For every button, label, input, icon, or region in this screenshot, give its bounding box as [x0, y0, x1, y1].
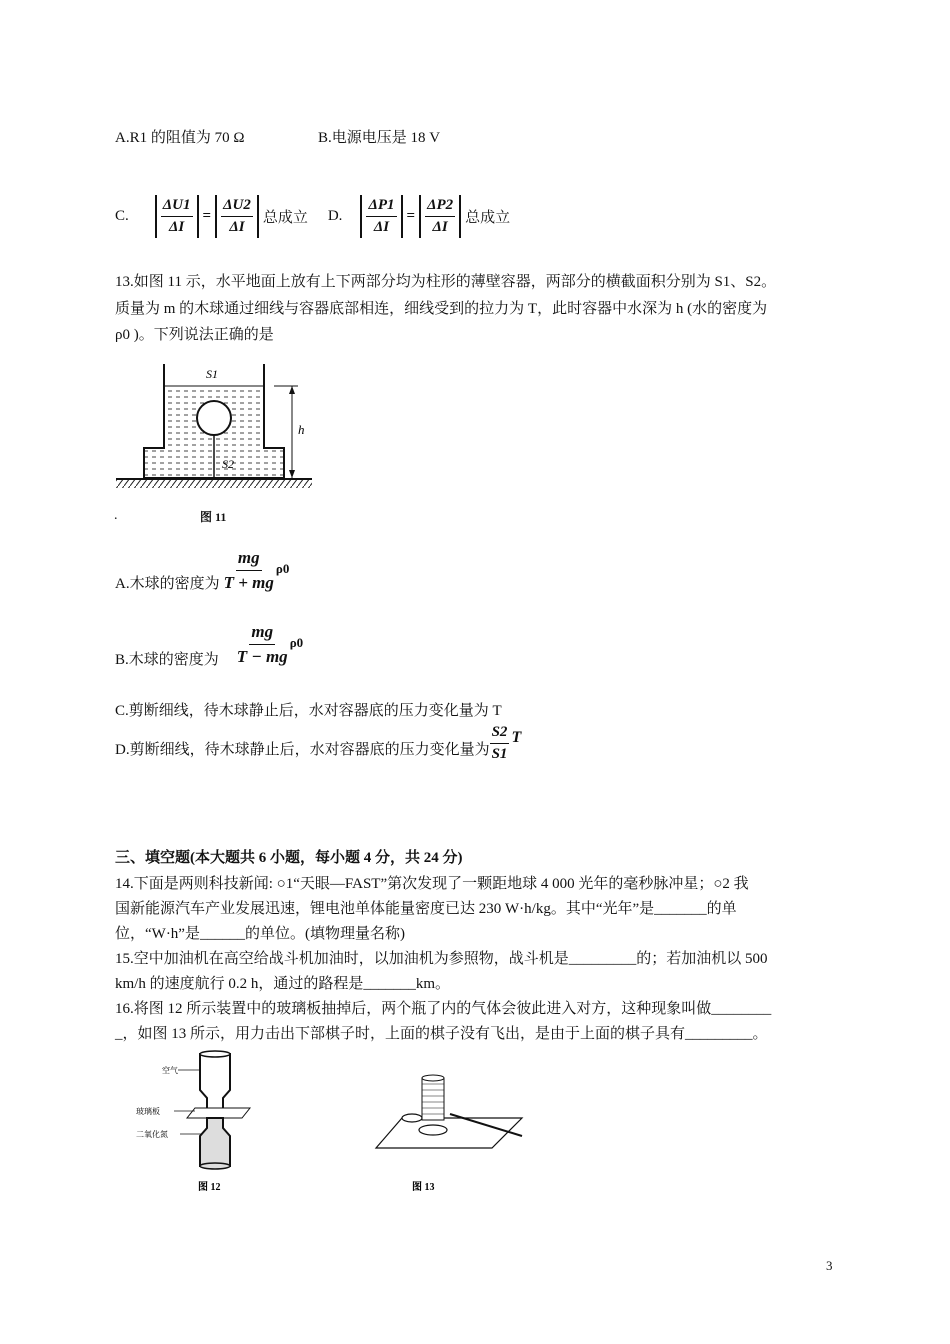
q12-option-c-den1: ΔI	[169, 218, 185, 235]
q12-option-c-abs2	[215, 195, 259, 238]
q13-option-a-rho: ρ0	[275, 560, 290, 576]
figure-13-caption: 图 13	[412, 1182, 435, 1193]
equals-sign: =	[202, 207, 212, 224]
equals-sign: =	[406, 207, 416, 224]
figure-12-label-glass: 玻璃板	[136, 1107, 160, 1116]
q12-option-d-den2: ΔI	[432, 218, 448, 235]
figure-13-chess-pieces	[372, 1068, 532, 1194]
figure-11-container-diagram	[112, 358, 322, 498]
q12-option-c-den2: ΔI	[229, 218, 245, 235]
q13-option-b-fraction	[237, 622, 288, 667]
section-3-heading: 三、填空题(本大题共 6 小题，每小题 4 分，共 24 分)	[115, 850, 463, 866]
q12-option-d-num1: ΔP1	[366, 197, 396, 217]
q12-option-b: B.电源电压是 18 V	[318, 130, 441, 146]
q13-option-a-den: T + mg	[223, 573, 274, 592]
q13-stem-line3: ρ0 )。下列说法正确的是	[115, 327, 274, 343]
q16-line1: 16.将图 12 所示装置中的玻璃板抽掉后，两个瓶了内的气体会彼此进入对方，这种现象叫做________	[115, 1001, 772, 1017]
q13-option-b-rho: ρ0	[289, 634, 304, 650]
figure-11-label-s1: S1	[206, 367, 218, 381]
q13-option-d-T: T	[511, 728, 522, 746]
figure-12-label-air: 空气	[162, 1066, 178, 1075]
q14-line2: 国新能源汽车产业发展迅速，锂电池单体能量密度已达 230 W·h/kg。其中“光年”是_______的单	[115, 901, 737, 917]
q12-option-d-suffix: 总成立	[465, 209, 511, 226]
figure-11-label-h: h	[298, 422, 305, 437]
q13-option-d	[115, 724, 521, 763]
q12-option-d-den1: ΔI	[373, 218, 390, 235]
q13-option-d-fraction	[490, 724, 510, 763]
q12-option-c-prefix: C.	[115, 207, 129, 224]
stray-dot: .	[114, 508, 118, 523]
figure-12-label-no2: 二氧化氮	[136, 1130, 168, 1139]
q13-option-a-num: mg	[236, 548, 262, 571]
q15-line1: 15.空中加油机在高空给战斗机加油时，以加油机为参照物，战斗机是_________的；若加油机以 500	[115, 951, 768, 967]
page-number: 3	[826, 1258, 833, 1273]
q12-option-d-prefix: D.	[327, 207, 343, 224]
figure-11-caption: 图 11	[200, 510, 227, 524]
q12-option-c-num2: ΔU2	[221, 197, 253, 217]
q13-option-a-text: A.木球的密度为	[115, 576, 220, 592]
q12-option-d-frac1	[366, 197, 396, 236]
q13-option-a	[115, 548, 289, 593]
figure-12-diffusion-bottles	[130, 1050, 265, 1195]
q13-option-c: C.剪断细线，待木球静止后，水对容器底的压力变化量为 T	[115, 703, 502, 719]
q14-line3: 位，“W·h”是______的单位。(填物理量名称)	[115, 926, 405, 942]
q12-option-d-frac2	[425, 197, 455, 236]
q13-option-b-num: mg	[249, 622, 275, 645]
q13-option-b-den: T − mg	[236, 647, 288, 666]
q12-option-c-num1: ΔU1	[161, 197, 193, 217]
q12-option-a: A.R1 的阻值为 70 Ω	[115, 130, 245, 146]
q12-option-c-frac1	[161, 197, 193, 236]
q12-option-d-abs2	[419, 195, 461, 238]
figure-11-label-s2: S2	[222, 457, 234, 471]
q13-option-b	[115, 620, 303, 669]
q13-option-b-text: B.木球的密度为	[115, 652, 219, 668]
q13-option-d-text: D.剪断细线，待木球静止后，水对容器底的压力变化量为	[115, 742, 490, 758]
q15-line2: km/h 的速度航行 0.2 h，通过的路程是_______km。	[115, 976, 451, 992]
figure-12-caption: 图 12	[198, 1182, 221, 1193]
q13-option-a-fraction	[224, 548, 274, 593]
q13-stem-line1: 13.如图 11 示，水平地面上放有上下两部分均为柱形的薄壁容器，两部分的横截面积分别为 S1、S2。	[115, 274, 777, 290]
q12-option-d-num2: ΔP2	[425, 197, 455, 217]
q12-option-c-abs1	[155, 195, 199, 238]
q16-line2: _，如图 13 所示，用力击出下部棋子时，上面的棋子没有飞出，是由于上面的棋子具有_________。	[115, 1026, 768, 1042]
q12-option-d-abs1	[360, 195, 402, 238]
q13-option-d-num: S2	[490, 724, 510, 744]
q12-option-c	[115, 188, 510, 244]
q13-option-d-den: S1	[491, 746, 508, 762]
q14-line1: 14.下面是两则科技新闻: ○1“天眼—FAST”第次发现了一颗距地球 4 000 光年的毫秒脉冲星；○2 我	[115, 876, 749, 892]
q12-option-c-frac2	[221, 197, 253, 236]
q12-option-c-suffix: 总成立	[262, 209, 308, 226]
q13-stem-line2: 质量为 m 的木球通过细线与容器底部相连，细线受到的拉力为 T，此时容器中水深为 h (水的密度为	[115, 301, 768, 317]
